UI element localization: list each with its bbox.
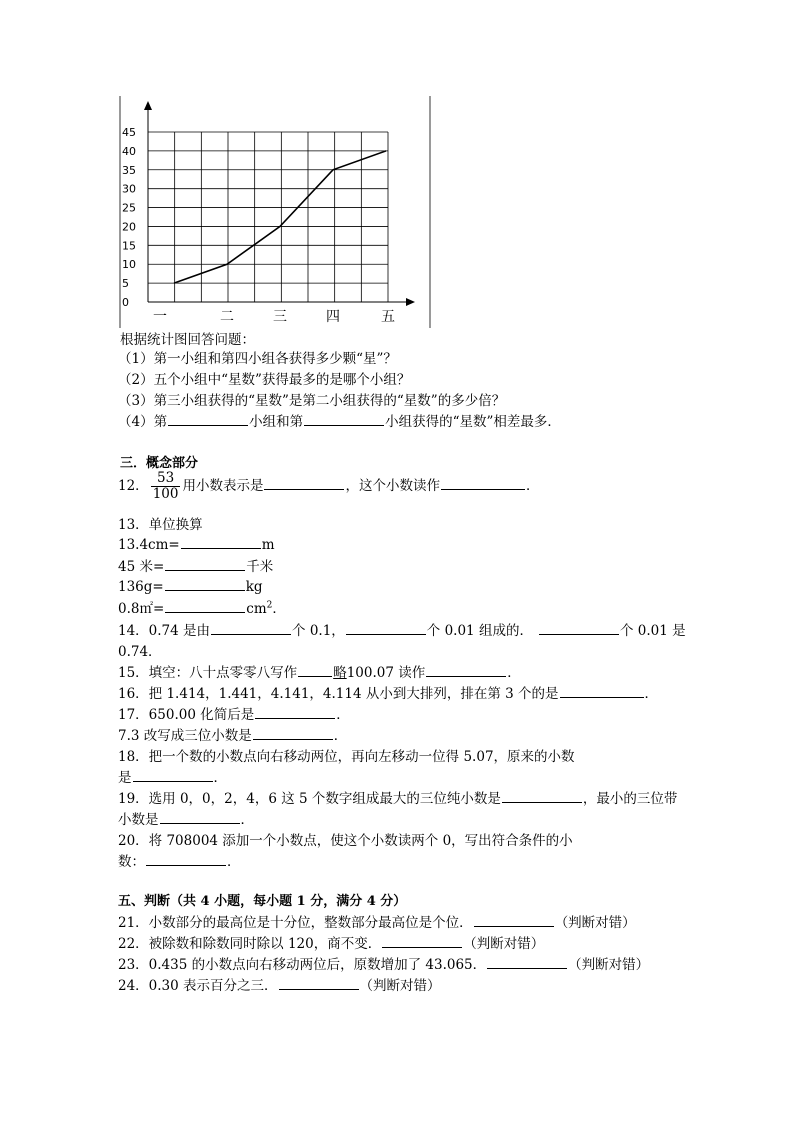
answer-blank[interactable] — [165, 598, 245, 613]
answer-blank[interactable] — [474, 912, 554, 927]
chart-grid — [148, 132, 388, 302]
q19-text-c: 小数是 — [118, 812, 159, 828]
q12-text-c: ． — [525, 478, 540, 494]
answer-blank[interactable] — [160, 809, 240, 824]
q22-text-b: （判断对错） — [463, 936, 545, 952]
question-15 — [118, 661, 521, 681]
q4-text-b: 小组和第 — [249, 414, 304, 430]
chart-questions-intro: 根据统计图回答问题： — [120, 332, 255, 348]
q14-text-b: 个 0.1， — [292, 623, 345, 639]
question-18: 18．把一个数的小数点向右移动两位，再向左移动一位得 5.07，原来的小数 — [118, 749, 575, 765]
q17-text-b: ． — [336, 707, 350, 723]
x-tick-label: 二 — [220, 309, 234, 325]
q12-number: 12． — [118, 478, 149, 494]
q13-3-text-a: 136g= — [118, 579, 164, 595]
q19-continuation — [118, 808, 254, 828]
y-tick-label: 35 — [122, 163, 136, 177]
answer-blank[interactable] — [560, 683, 644, 698]
y-tick-label: 40 — [122, 144, 136, 158]
answer-blank[interactable] — [264, 475, 344, 490]
q20-continuation — [118, 850, 241, 870]
q13-item-4 — [118, 597, 286, 617]
q13-item-1 — [118, 534, 275, 553]
answer-blank[interactable] — [382, 933, 462, 948]
y-tick-label: 25 — [122, 201, 136, 215]
question-2: （2）五个小组中“星数”获得最多的是哪个小组？ — [118, 372, 411, 388]
q24-text-a: 24．0.30 表示百分之三． — [118, 978, 278, 994]
chart-axes — [120, 96, 430, 328]
answer-blank[interactable] — [441, 475, 525, 490]
answer-blank[interactable] — [133, 767, 213, 782]
x-axis-arrow — [406, 298, 415, 306]
q21-text-b: （判断对错） — [554, 915, 636, 931]
question-4 — [118, 410, 561, 430]
q15-text-a: 15．填空：八十点零零八写作 — [118, 665, 298, 681]
answer-blank[interactable] — [165, 576, 245, 591]
fraction-denominator: 100 — [152, 486, 179, 502]
x-tick-labels — [153, 309, 395, 325]
question-1: （1）第一小组和第四小组各获得多少颗“星”？ — [118, 351, 397, 367]
q13-4-text-b: cm — [246, 601, 267, 617]
answer-blank[interactable] — [346, 620, 426, 635]
answer-blank[interactable] — [539, 620, 619, 635]
q12-text-a: 用小数表示是 — [182, 478, 264, 494]
q19-text-a: 19．选用 0，0，2，4，6 这 5 个数字组成最大的三位纯小数是 — [118, 791, 501, 807]
section-3-title: 三．概念部分 — [120, 456, 199, 471]
question-20: 20．将 708004 添加一个小数点，使这个小数读两个 0，写出符合条件的小 — [118, 833, 573, 849]
star-line-chart — [0, 0, 794, 330]
q15-text-c: 100.07 读作 — [346, 665, 426, 681]
q15-text-b: 略 — [333, 665, 347, 681]
answer-blank[interactable] — [426, 662, 506, 677]
question-21 — [118, 911, 636, 931]
x-tick-label: 三 — [273, 309, 287, 325]
q20-text-b: 数： — [118, 854, 145, 870]
q12-text-b: ，这个小数读作 — [345, 478, 440, 494]
answer-blank[interactable] — [502, 788, 582, 803]
q13-item-3 — [118, 576, 263, 595]
question-17 — [118, 703, 350, 723]
answer-blank[interactable] — [279, 975, 359, 990]
question-22 — [118, 932, 544, 952]
question-12 — [118, 471, 539, 502]
q15-text-d: ． — [507, 665, 521, 681]
q17-text-a: 17．650.00 化简后是 — [118, 707, 255, 723]
y-tick-label: 20 — [122, 220, 136, 234]
y-tick-label: 30 — [122, 182, 136, 196]
question-14 — [118, 619, 686, 639]
question-19 — [118, 787, 677, 807]
series-line — [174, 151, 386, 283]
q18-text-c: ． — [213, 770, 227, 786]
q4-text-c: 小组获得的“星数”相差最多． — [385, 414, 561, 430]
y-tick-label: 10 — [122, 258, 136, 272]
question-13-title: 13．单位换算 — [118, 517, 203, 533]
q14-continuation: 0.74． — [118, 644, 162, 660]
q13-1-text-b: m — [261, 537, 275, 553]
y-tick-label: 5 — [122, 277, 129, 291]
q24-text-b: （判断对错） — [359, 978, 441, 994]
q17-2-text-a: 7.3 改写成三位小数是 — [118, 728, 252, 744]
answer-blank[interactable] — [181, 534, 261, 549]
q13-4-text-a: 0.8㎡= — [118, 601, 165, 617]
question-17-part2 — [118, 724, 347, 744]
q21-text-a: 21．小数部分的最高位是十分位，整数部分最高位是个位． — [118, 915, 473, 931]
q13-4-text-c: ． — [272, 601, 286, 617]
y-tick-label: 0 — [122, 296, 129, 309]
y-tick-label: 15 — [122, 239, 136, 253]
y-tick-labels — [122, 126, 136, 309]
q14-text-d: 个 0.01 是 — [619, 623, 686, 639]
answer-blank[interactable] — [304, 411, 384, 426]
question-3: （3）第三小组获得的“星数”是第二小组获得的“星数”的多少倍？ — [118, 393, 506, 409]
q23-text-a: 23．0.435 的小数点向右移动两位后，原数增加了 43.065． — [118, 957, 487, 973]
x-tick-label: 四 — [326, 309, 340, 325]
q17-2-text-b: ． — [333, 728, 348, 744]
q13-item-2 — [118, 555, 273, 575]
fraction — [151, 471, 181, 502]
fraction-numerator: 53 — [151, 471, 181, 487]
q14-text-c: 个 0.01 组成的． — [426, 623, 533, 639]
q22-text-a: 22．被除数和除数同时除以 120，商不变． — [118, 936, 382, 952]
answer-blank[interactable] — [168, 411, 248, 426]
q16-text-b: ． — [644, 686, 659, 702]
q23-text-b: （判断对错） — [568, 957, 650, 973]
q20-text-c: ． — [227, 854, 241, 870]
q14-text-a: 14．0.74 是由 — [118, 623, 211, 639]
question-23 — [118, 953, 649, 973]
q13-2-text-a: 45 米= — [118, 559, 165, 575]
q18-text-b: 是 — [118, 770, 132, 786]
answer-blank[interactable] — [146, 851, 226, 866]
answer-blank[interactable] — [211, 620, 291, 635]
q13-2-text-b: 千米 — [246, 559, 274, 575]
x-tick-label: 五 — [381, 309, 395, 325]
q16-text-a: 16．把 1.414，1.441，4.141，4.114 从小到大排列，排在第 3 个的是 — [118, 686, 559, 702]
answer-blank[interactable] — [487, 954, 567, 969]
answer-blank[interactable] — [253, 725, 333, 740]
answer-blank[interactable] — [255, 704, 335, 719]
q13-1-text-a: 13.4cm= — [118, 537, 180, 553]
q4-text-a: （4）第 — [118, 414, 168, 430]
q18-continuation — [118, 766, 227, 786]
answer-blank[interactable] — [165, 556, 245, 571]
q13-3-text-b: kg — [245, 579, 263, 595]
y-tick-label: 45 — [122, 126, 136, 139]
question-16 — [118, 682, 658, 702]
x-tick-label: 一 — [153, 309, 167, 325]
question-24 — [118, 974, 441, 994]
section-5-title: 五、判断（共 4 小题，每小题 1 分，满分 4 分） — [118, 894, 407, 909]
y-axis-arrow — [144, 101, 152, 110]
q19-text-b: ，最小的三位带 — [582, 791, 678, 807]
q19-text-d: ． — [240, 812, 254, 828]
answer-blank[interactable] — [298, 662, 332, 677]
q13-4-sup: 2 — [266, 600, 273, 611]
